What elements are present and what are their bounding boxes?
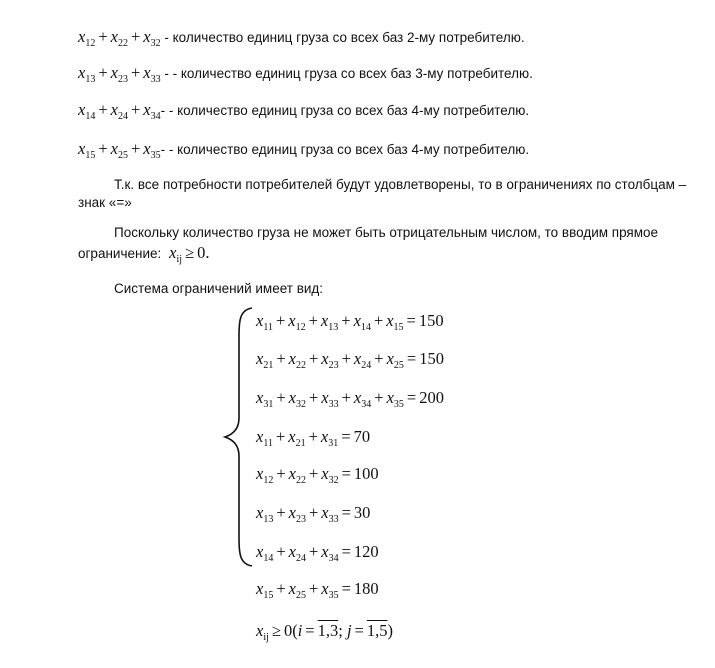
left-curly-brace (222, 306, 256, 568)
definition-text: - - количество единиц груза со всех баз 4-му потребителю. (160, 142, 530, 157)
paragraph-line: Поскольку количество груза не может быть отрицательным числом, то вводим прямое (114, 225, 659, 240)
constraint-rhs: 100 (353, 464, 379, 483)
constraint-rhs: 150 (419, 349, 444, 368)
constraint-equation: $x_{14} + x_{24} + x_{34} = 120$ (256, 542, 379, 564)
paragraph-line: Т.к. все потребности потребителей будут удовлетворены, то в ограничениях по столбцам – (114, 177, 687, 192)
definition-line (78, 140, 529, 159)
constraint-rhs: 200 (419, 388, 444, 407)
definition-text: - количество единиц груза со всех баз 2-му потребителю. (160, 30, 525, 45)
definition-line (78, 28, 525, 47)
definition-line (78, 64, 533, 83)
column-sum-formula: $x_{14} + x_{24} + x_{34}$ (78, 100, 161, 122)
column-sum-formula: $x_{15} + x_{25} + x_{35}$ (78, 139, 161, 161)
definition-line (78, 101, 529, 120)
paragraph-line (78, 244, 209, 263)
definition-text: - - количество единиц груза со всех баз 4-му потребителю. (160, 103, 530, 118)
constraint-equation: $x_{11} + x_{12} + x_{13} + x_{14} + x_{15} = 150$ (256, 311, 444, 333)
constraint-equation: $x_{15} + x_{25} + x_{35} = 180$ (256, 579, 379, 601)
constraint-rhs: 150 (418, 311, 444, 330)
paragraph-text: ограничение: (78, 246, 162, 261)
definition-text: - - количество единиц груза со всех баз 3-му потребителю. (160, 66, 533, 81)
constraint-equation: $x_{31} + x_{32} + x_{33} + x_{34} + x_{35} = 200$ (256, 388, 444, 410)
constraint-equation: $x_{13} + x_{23} + x_{33} = 30$ (256, 503, 371, 525)
column-sum-formula: $x_{12} + x_{22} + x_{32}$ (78, 27, 161, 49)
constraint-rhs: 180 (353, 579, 379, 598)
constraint-rhs: 120 (353, 542, 379, 561)
column-sum-formula: $x_{13} + x_{23} + x_{33}$ (78, 63, 161, 85)
constraint-rhs: 30 (353, 503, 371, 522)
constraint-equation: $x_{12} + x_{22} + x_{32} = 100$ (256, 464, 379, 486)
constraint-equation: $x_{21} + x_{22} + x_{23} + x_{24} + x_{25} = 150$ (256, 349, 444, 371)
constraint-rhs: 70 (353, 427, 371, 446)
nonnegativity-constraint: $x_{ij} \ge 0(i = 1,3$; j = 1,5) (256, 621, 393, 643)
system-heading: Система ограничений имеет вид: (114, 281, 324, 296)
paragraph-line: знак «=» (78, 195, 132, 210)
constraint-equation: $x_{11} + x_{21} + x_{31} = 70$ (256, 427, 371, 449)
nonnegativity-inline-formula: $x_{ij} \ge 0$. (165, 243, 210, 265)
